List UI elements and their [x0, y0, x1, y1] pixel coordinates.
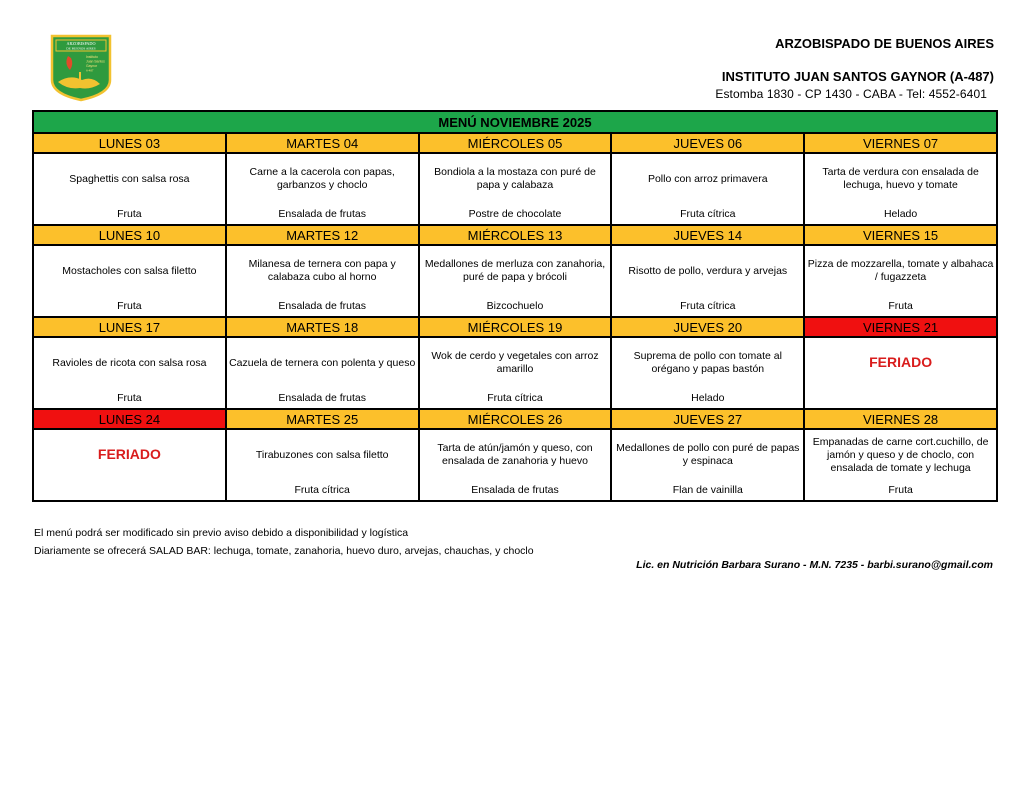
day-header: VIERNES 07 [804, 133, 997, 153]
dish-cell [226, 429, 419, 480]
dish-text: Suprema de pollo con tomate al orégano y papas bastón [633, 350, 782, 375]
week-days-row [33, 225, 997, 245]
logo-line-3: Gaynor [86, 64, 98, 68]
dish-text: Mostacholes con salsa filetto [62, 264, 197, 277]
dish-cell [611, 153, 804, 204]
week-dessert-row [33, 388, 997, 409]
dish-text: Tirabuzones con salsa filetto [255, 448, 389, 461]
dish-cell [226, 153, 419, 204]
dish-text: Medallones de pollo con puré de papas y espinaca [616, 442, 800, 467]
dish-cell [419, 245, 612, 296]
day-header: MIÉRCOLES 05 [419, 133, 612, 153]
day-header: JUEVES 20 [611, 317, 804, 337]
dish-text: Carne a la cacerola con papas, garbanzos y choclo [249, 166, 395, 191]
dish-text: Wok de cerdo y vegetales con arroz amarillo [431, 350, 599, 375]
dish-text: Medallones de merluza con zanahoria, puré de papa y brócoli [424, 258, 606, 283]
dish-cell [419, 153, 612, 204]
day-header: MIÉRCOLES 19 [419, 317, 612, 337]
week-days-row [33, 317, 997, 337]
holiday-cell [804, 337, 997, 388]
dessert-cell: Fruta [33, 204, 226, 225]
dessert-cell: Fruta cítrica [226, 480, 419, 501]
dish-cell [611, 337, 804, 388]
dish-text: Spaghettis con salsa rosa [69, 172, 190, 185]
logo-line-1: Instituto [86, 55, 98, 59]
dessert-cell: Fruta cítrica [611, 204, 804, 225]
institute-address: Estomba 1830 - CP 1430 - CABA - Tel: 4552-6401 [715, 87, 987, 101]
institute-title: INSTITUTO JUAN SANTOS GAYNOR (A-487) [721, 69, 994, 84]
dish-text: Pollo con arroz primavera [647, 172, 768, 185]
dish-cell [611, 429, 804, 480]
nutritionist-signature: Lic. en Nutrición Barbara Surano - M.N. 7235 - barbi.surano@gmail.com [636, 559, 993, 571]
dish-text: Risotto de pollo, verdura y arvejas [628, 264, 788, 277]
dish-cell [33, 245, 226, 296]
dessert-cell: Ensalada de frutas [419, 480, 612, 501]
day-header: JUEVES 06 [611, 133, 804, 153]
menu-table [32, 110, 998, 502]
dish-cell [33, 337, 226, 388]
day-header: MIÉRCOLES 13 [419, 225, 612, 245]
week-days-row [33, 409, 997, 429]
dish-cell [611, 245, 804, 296]
day-header: LUNES 17 [33, 317, 226, 337]
dessert-cell: Fruta [33, 388, 226, 409]
dish-text: Pizza de mozzarella, tomate y albahaca / fugazzeta [807, 258, 994, 283]
dish-text: Milanesa de ternera con papa y calabaza cubo al horno [248, 258, 396, 283]
dish-cell [419, 337, 612, 388]
dish-text: Empanadas de carne cort.cuchillo, de jamón y queso y de choclo, con ensalada de tomate y lechuga [812, 435, 989, 474]
menu-title: MENÚ NOVIEMBRE 2025 [33, 111, 997, 133]
holiday-cell [33, 429, 226, 480]
menu-disclaimer: El menú podrá ser modificado sin previo aviso debido a disponibilidad y logística [34, 527, 409, 539]
week-dessert-row [33, 480, 997, 501]
holiday-label: FERIADO [97, 445, 161, 462]
day-header: MARTES 04 [226, 133, 419, 153]
week-dessert-row [33, 296, 997, 317]
day-header: JUEVES 14 [611, 225, 804, 245]
day-header: LUNES 10 [33, 225, 226, 245]
day-header: MARTES 25 [226, 409, 419, 429]
dessert-cell: Ensalada de frutas [226, 204, 419, 225]
week-dish-row [33, 429, 997, 480]
holiday-label: FERIADO [869, 353, 933, 370]
dessert-cell: Postre de chocolate [419, 204, 612, 225]
dish-text: Tarta de verdura con ensalada de lechuga, huevo y tomate [822, 166, 979, 191]
dessert-cell: Flan de vainilla [611, 480, 804, 501]
dish-text: Tarta de atún/jamón y queso, con ensalada de zanahoria y huevo [437, 442, 593, 467]
dessert-cell: Fruta [33, 296, 226, 317]
school-crest-icon [50, 34, 112, 102]
dessert-cell [33, 480, 226, 501]
week-dessert-row [33, 204, 997, 225]
archdiocese-title: ARZOBISPADO DE BUENOS AIRES [775, 36, 994, 51]
day-header: VIERNES 21 [804, 317, 997, 337]
school-logo [50, 34, 112, 102]
day-header: VIERNES 28 [804, 409, 997, 429]
dish-cell [33, 153, 226, 204]
week-dish-row [33, 153, 997, 204]
logo-line-4: A-487 [86, 68, 94, 73]
day-header: MARTES 12 [226, 225, 419, 245]
logo-text-top: ARZOBISPADO [66, 41, 96, 46]
dessert-cell: Helado [611, 388, 804, 409]
dish-cell [419, 429, 612, 480]
dessert-cell: Helado [804, 204, 997, 225]
day-header: VIERNES 15 [804, 225, 997, 245]
dish-cell [226, 337, 419, 388]
week-days-row [33, 133, 997, 153]
day-header: JUEVES 27 [611, 409, 804, 429]
day-header: MIÉRCOLES 26 [419, 409, 612, 429]
week-dish-row [33, 337, 997, 388]
dish-cell [804, 429, 997, 480]
dish-text: Ravioles de ricota con salsa rosa [52, 356, 207, 369]
day-header: LUNES 03 [33, 133, 226, 153]
logo-text-sub: DE BUENOS AIRES [66, 46, 96, 51]
dessert-cell: Fruta [804, 296, 997, 317]
dish-text: Bondiola a la mostaza con puré de papa y calabaza [434, 166, 596, 191]
dish-cell [804, 153, 997, 204]
dessert-cell: Fruta cítrica [419, 388, 612, 409]
day-header: LUNES 24 [33, 409, 226, 429]
logo-line-2: Juan Santos [86, 59, 105, 64]
dish-cell [804, 245, 997, 296]
dessert-cell: Fruta cítrica [611, 296, 804, 317]
week-dish-row [33, 245, 997, 296]
dessert-cell: Ensalada de frutas [226, 388, 419, 409]
day-header: MARTES 18 [226, 317, 419, 337]
dessert-cell: Fruta [804, 480, 997, 501]
dish-text: Cazuela de ternera con polenta y queso [229, 356, 416, 369]
dessert-cell: Bizcochuelo [419, 296, 612, 317]
dessert-cell: Ensalada de frutas [226, 296, 419, 317]
dish-cell [226, 245, 419, 296]
dessert-cell [804, 388, 997, 409]
salad-bar-note: Diariamente se ofrecerá SALAD BAR: lechuga, tomate, zanahoria, huevo duro, arvejas, chauchas, y choclo [34, 545, 534, 557]
